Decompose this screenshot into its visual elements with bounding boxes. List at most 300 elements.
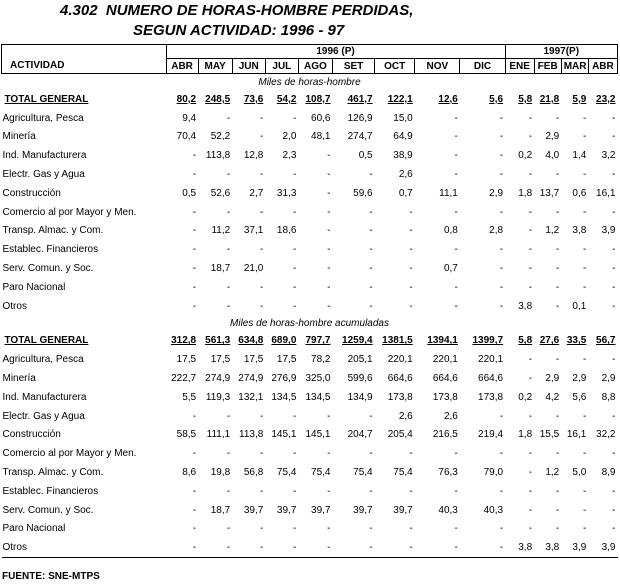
cell-value: 60,6 [311, 112, 331, 124]
cell-value: - [528, 373, 533, 385]
cell-value: - [259, 523, 264, 535]
cell-value: - [555, 523, 560, 535]
cell-value: - [226, 244, 231, 256]
cell-value: 18,7 [210, 504, 231, 516]
cell-value: 1,2 [545, 467, 560, 479]
cell-value: 111,1 [206, 429, 231, 441]
cell-value: - [528, 448, 533, 460]
cell-value: 40,3 [483, 504, 504, 516]
cell-value: - [612, 169, 616, 181]
header-month-6: OCT [375, 59, 415, 74]
cell-value: - [612, 485, 616, 497]
cell-value: 54,2 [276, 93, 297, 105]
row-label: Agricultura, Pesca [2, 354, 84, 366]
cell-value: - [293, 263, 297, 275]
row-label: Ind. Manufacturera [2, 150, 87, 162]
row-label: Establec. Financieros [2, 485, 99, 497]
cell-value: - [327, 225, 331, 237]
cell-value: 1381,5 [382, 335, 413, 347]
cell-value: 2,3 [282, 150, 297, 162]
table-row [2, 426, 618, 445]
row-label: Otros [2, 538, 167, 557]
table-row [2, 482, 618, 501]
cell-value: - [369, 300, 373, 312]
row-label: Comercio al por Mayor y Men. [2, 448, 137, 460]
cell-value: - [612, 354, 616, 366]
table-row [2, 350, 618, 369]
cell-value: 173,8 [387, 391, 413, 403]
row-label: Minería [2, 373, 36, 385]
cell-value: 17,5 [243, 354, 264, 366]
header-year-1997: 1997(P) [505, 45, 617, 59]
cell-value: - [226, 485, 231, 497]
cell-value: - [612, 263, 616, 275]
header-month-3: JUL [265, 59, 298, 74]
cell-value: 561,3 [205, 335, 231, 347]
cell-value: 222,7 [171, 373, 197, 385]
cell-value: - [259, 485, 264, 497]
cell-value: 17,5 [210, 354, 231, 366]
cell-value: - [555, 485, 560, 497]
cell-value: 2,8 [489, 225, 504, 237]
cell-value: 664,6 [432, 373, 458, 385]
cell-value: 2,9 [601, 373, 616, 385]
cell-value: 248,5 [205, 93, 231, 105]
cell-value: 220,1 [478, 354, 504, 366]
table-row [2, 259, 618, 278]
cell-value: - [528, 281, 533, 293]
cell-value: 797,7 [305, 335, 331, 347]
cell-value: 3,8 [505, 538, 534, 557]
cell-value: - [454, 131, 458, 143]
cell-value: 4,0 [545, 150, 560, 162]
cell-value: - [454, 281, 458, 293]
cell-value: 5,6 [572, 391, 587, 403]
cell-value: - [369, 485, 373, 497]
cell-value: - [528, 504, 533, 516]
cell-value: - [226, 448, 231, 460]
cell-value: - [259, 206, 264, 218]
cell-value: 39,7 [353, 504, 373, 516]
cell-value: - [499, 410, 504, 422]
cell-value: - [499, 169, 504, 181]
cell-value: 39,7 [393, 504, 413, 516]
cell-value: 2,9 [572, 373, 587, 385]
header-month-12: ABR [588, 59, 617, 74]
row-label: Transp. Almac. y Com. [2, 225, 104, 237]
cell-value: 56,7 [596, 335, 616, 347]
table-row [2, 109, 618, 128]
cell-value: - [259, 169, 264, 181]
cell-value: 0,7 [398, 187, 413, 199]
cell-value: 204,7 [347, 429, 373, 441]
cell-value: - [499, 131, 504, 143]
cell-value: - [192, 169, 197, 181]
cell-value: - [612, 206, 616, 218]
cell-value: 39,7 [276, 504, 297, 516]
cell-value: - [499, 206, 504, 218]
cell-value: - [192, 206, 197, 218]
header-month-7: NOV [415, 59, 460, 74]
table-row [2, 128, 618, 147]
cell-value: - [582, 410, 587, 422]
header-month-2: JUN [232, 59, 265, 74]
cell-value: - [375, 538, 415, 557]
cell-value: - [555, 112, 560, 124]
cell-value: - [332, 538, 374, 557]
cell-value: 205,1 [347, 354, 373, 366]
cell-value: 113,8 [205, 150, 231, 162]
cell-value: 5,5 [182, 391, 197, 403]
cell-value: 113,8 [239, 429, 264, 441]
cell-value: 48,1 [311, 131, 331, 143]
cell-value: - [409, 281, 413, 293]
cell-value: 145,1 [305, 429, 331, 441]
cell-value: 2,9 [489, 187, 504, 199]
cell-value: 274,9 [205, 373, 231, 385]
cell-value: 17,5 [276, 354, 297, 366]
cell-value: 134,5 [271, 391, 297, 403]
cell-value: 52,2 [210, 131, 231, 143]
cell-value: - [327, 300, 331, 312]
header-month-4: AGO [298, 59, 332, 74]
cell-value: - [612, 244, 616, 256]
cell-value: - [192, 504, 197, 516]
cell-value: 75,4 [311, 467, 331, 479]
cell-value: 5,9 [572, 93, 587, 105]
cell-value: 220,1 [387, 354, 413, 366]
cell-value: 134,5 [305, 391, 331, 403]
cell-value: 5,6 [489, 93, 504, 105]
cell-value: - [327, 150, 331, 162]
cell-value: - [582, 169, 587, 181]
table-row [2, 444, 618, 463]
cell-value: - [327, 410, 331, 422]
header-month-11: MAR [561, 59, 588, 74]
header-month-8: DIC [460, 59, 505, 74]
cell-value: 5,8 [518, 93, 533, 105]
cell-value: 70,4 [176, 131, 197, 143]
table-row [2, 146, 618, 165]
cell-value: - [528, 523, 533, 535]
cell-value: 0,1 [572, 300, 587, 312]
cell-value: - [612, 448, 616, 460]
cell-value: - [259, 300, 264, 312]
cell-value: 17,5 [176, 354, 197, 366]
cell-value: 11,1 [439, 187, 458, 199]
cell-value: - [555, 206, 560, 218]
cell-value: - [612, 410, 616, 422]
cell-value: 599,6 [347, 373, 373, 385]
cell-value: - [528, 131, 533, 143]
cell-value: - [369, 169, 373, 181]
cell-value: - [582, 244, 587, 256]
header-month-10: FEB [534, 59, 561, 74]
cell-value: 75,4 [276, 467, 297, 479]
cell-value: - [226, 300, 231, 312]
cell-value: 11,2 [211, 225, 231, 237]
header-month-1: MAY [198, 59, 232, 74]
table-row [2, 520, 618, 539]
cell-value: 0,8 [443, 225, 458, 237]
row-label: Construcción [2, 429, 61, 441]
section1-label: Miles de horas-hombre [258, 76, 361, 88]
cell-value: - [226, 281, 231, 293]
cell-value: 325,0 [305, 373, 331, 385]
row-label: Agricultura, Pesca [2, 112, 84, 124]
cell-value: - [327, 187, 331, 199]
cell-value: - [226, 206, 231, 218]
cell-value: 15,5 [539, 429, 560, 441]
cell-value: 21,0 [243, 263, 264, 275]
cell-value: - [409, 206, 413, 218]
cell-value: 80,2 [176, 93, 197, 105]
cell-value: - [327, 448, 331, 460]
cell-value: - [369, 281, 373, 293]
row-label: TOTAL GENERAL [4, 335, 89, 347]
cell-value: 76,3 [438, 467, 458, 479]
cell-value: - [454, 112, 458, 124]
cell-value: - [369, 225, 373, 237]
cell-value: 0,2 [518, 150, 533, 162]
cell-value: 13,7 [539, 187, 560, 199]
cell-value: 64,9 [393, 131, 413, 143]
cell-value: - [198, 538, 232, 557]
cell-value: 59,6 [353, 187, 373, 199]
cell-value: - [612, 504, 616, 516]
header-month-5: SET [332, 59, 374, 74]
cell-value: - [192, 448, 197, 460]
cell-value: - [327, 169, 331, 181]
cell-value: 312,8 [171, 335, 197, 347]
cell-value: 32,2 [596, 429, 616, 441]
row-label: Serv. Comun. y Soc. [2, 263, 94, 275]
cell-value: 1,8 [518, 187, 533, 199]
title-line-2: SEGUN ACTIVIDAD: 1996 - 97 [133, 22, 345, 39]
cell-value: - [192, 244, 197, 256]
cell-value: 634,8 [238, 335, 264, 347]
cell-value: - [555, 300, 560, 312]
cell-value: 75,4 [393, 467, 413, 479]
section2-label: Miles de horas-hombre acumuladas [230, 318, 389, 330]
table-row [2, 165, 618, 184]
cell-value: 274,9 [238, 373, 264, 385]
cell-value: - [612, 300, 616, 312]
cell-value: - [460, 538, 505, 557]
row-label: Establec. Financieros [2, 244, 99, 256]
cell-value: 219,4 [478, 429, 504, 441]
header-month-0: ABR [166, 59, 198, 74]
cell-value: 5,8 [518, 335, 533, 347]
cell-value: - [259, 281, 264, 293]
cell-value: - [555, 281, 560, 293]
cell-value: - [192, 150, 197, 162]
cell-value: 205,4 [387, 429, 413, 441]
cell-value: 19,8 [210, 467, 231, 479]
cell-value: - [226, 112, 231, 124]
cell-value: 2,7 [249, 187, 264, 199]
cell-value: 0,5 [182, 187, 197, 199]
cell-value: - [528, 354, 533, 366]
table-row [2, 388, 618, 407]
cell-value: - [582, 281, 587, 293]
cell-value: - [409, 523, 413, 535]
cell-value: - [499, 523, 504, 535]
cell-value: 21,8 [539, 93, 560, 105]
table-row [2, 369, 618, 388]
cell-value: - [226, 410, 231, 422]
cell-value: 18,6 [276, 225, 297, 237]
cell-value: 39,7 [311, 504, 331, 516]
cell-value: 78,2 [311, 354, 331, 366]
cell-value: - [582, 485, 587, 497]
source-note: FUENTE: SNE-MTPS [2, 571, 100, 582]
cell-value: - [528, 244, 533, 256]
total-row [2, 90, 618, 109]
cell-value: - [612, 131, 616, 143]
cell-value: - [293, 300, 297, 312]
table-row [2, 538, 618, 557]
cell-value: 12,8 [243, 150, 264, 162]
row-label: Minería [2, 131, 36, 143]
cell-value: 1399,7 [472, 335, 504, 347]
cell-value: - [192, 300, 197, 312]
table-row [2, 501, 618, 520]
row-label: Paro Nacional [2, 281, 66, 293]
cell-value: 274,7 [347, 131, 373, 143]
table-row [2, 297, 618, 316]
cell-value: - [499, 244, 504, 256]
cell-value: - [293, 448, 297, 460]
cell-value: 2,0 [282, 131, 297, 143]
cell-value: 3,9 [601, 225, 616, 237]
cell-value: - [528, 263, 533, 275]
cell-value: - [528, 467, 533, 479]
cell-value: 664,6 [478, 373, 504, 385]
cell-value: 3,2 [601, 150, 616, 162]
table-row [2, 407, 618, 426]
cell-value: - [293, 410, 297, 422]
cell-value: - [582, 448, 587, 460]
cell-value: - [454, 523, 458, 535]
cell-value: - [454, 300, 458, 312]
cell-value: 2,9 [545, 131, 560, 143]
cell-value: - [555, 410, 560, 422]
cell-value: - [327, 281, 331, 293]
row-label: TOTAL GENERAL [4, 93, 89, 105]
cell-value: 145,1 [271, 429, 297, 441]
cell-value: - [555, 448, 560, 460]
header-activity: ACTIVIDAD [2, 59, 167, 74]
cell-value: - [582, 504, 587, 516]
row-label: Construcción [2, 187, 61, 199]
cell-value: - [612, 112, 616, 124]
cell-value: - [293, 281, 297, 293]
cell-value: 18,7 [210, 263, 231, 275]
cell-value: 79,0 [483, 467, 504, 479]
row-label: Electr. Gas y Agua [2, 169, 85, 181]
cell-value: 39,7 [243, 504, 264, 516]
cell-value: - [327, 244, 331, 256]
cell-value: 122,1 [387, 93, 413, 105]
cell-value: - [499, 281, 504, 293]
cell-value: 75,4 [353, 467, 373, 479]
cell-value: - [528, 112, 533, 124]
cell-value: - [528, 410, 533, 422]
cell-value: 2,6 [398, 410, 413, 422]
cell-value: - [582, 131, 587, 143]
cell-value: - [499, 448, 504, 460]
cell-value: - [192, 225, 197, 237]
cell-value: - [293, 112, 297, 124]
cell-value: - [582, 354, 587, 366]
header-year-1996: 1996 (P) [166, 45, 505, 59]
cell-value: 9,4 [182, 112, 197, 124]
table-row [2, 278, 618, 297]
cell-value: - [409, 300, 413, 312]
cell-value: - [166, 538, 198, 557]
title-line-1: 4.302 NUMERO DE HORAS-HOMBRE PERDIDAS, [60, 2, 414, 19]
cell-value: 1259,4 [342, 335, 373, 347]
cell-value: 58,5 [176, 429, 197, 441]
cell-value: 4,2 [545, 391, 560, 403]
cell-value: - [369, 410, 373, 422]
cell-value: - [192, 281, 197, 293]
cell-value: - [192, 263, 197, 275]
total-row [2, 332, 618, 351]
cell-value: 3,9 [588, 538, 617, 557]
row-label: Electr. Gas y Agua [2, 410, 85, 422]
cell-value: 3,8 [518, 300, 533, 312]
cell-value: - [259, 131, 264, 143]
cell-value: - [293, 169, 297, 181]
cell-value: - [259, 244, 264, 256]
cell-value: - [409, 225, 413, 237]
cell-value: 8,9 [601, 467, 616, 479]
cell-value: - [454, 244, 458, 256]
cell-value: 173,8 [432, 391, 458, 403]
cell-value: - [327, 206, 331, 218]
header-month-9: ENE [505, 59, 534, 74]
cell-value: 0,5 [358, 150, 373, 162]
row-label: Transp. Almac. y Com. [2, 467, 104, 479]
cell-value: - [192, 410, 197, 422]
cell-value: 220,1 [432, 354, 458, 366]
cell-value: - [327, 263, 331, 275]
cell-value: - [259, 448, 264, 460]
cell-value: - [454, 485, 458, 497]
cell-value: - [369, 448, 373, 460]
cell-value: 40,3 [438, 504, 458, 516]
cell-value: 2,6 [398, 169, 413, 181]
cell-value: - [555, 504, 560, 516]
cell-value: 8,8 [601, 391, 616, 403]
cell-value: - [298, 538, 332, 557]
cell-value: 216,5 [432, 429, 458, 441]
cell-value: 1,2 [545, 225, 560, 237]
cell-value: 1,8 [518, 429, 533, 441]
cell-value: 52,6 [210, 187, 231, 199]
cell-value: - [369, 263, 373, 275]
cell-value: 2,6 [443, 410, 458, 422]
cell-value: 3,8 [534, 538, 561, 557]
cell-value: - [582, 206, 587, 218]
cell-value: 31,3 [276, 187, 297, 199]
cell-value: - [555, 244, 560, 256]
row-label: Otros [2, 300, 27, 312]
cell-value: - [369, 523, 373, 535]
cell-value: - [499, 112, 504, 124]
